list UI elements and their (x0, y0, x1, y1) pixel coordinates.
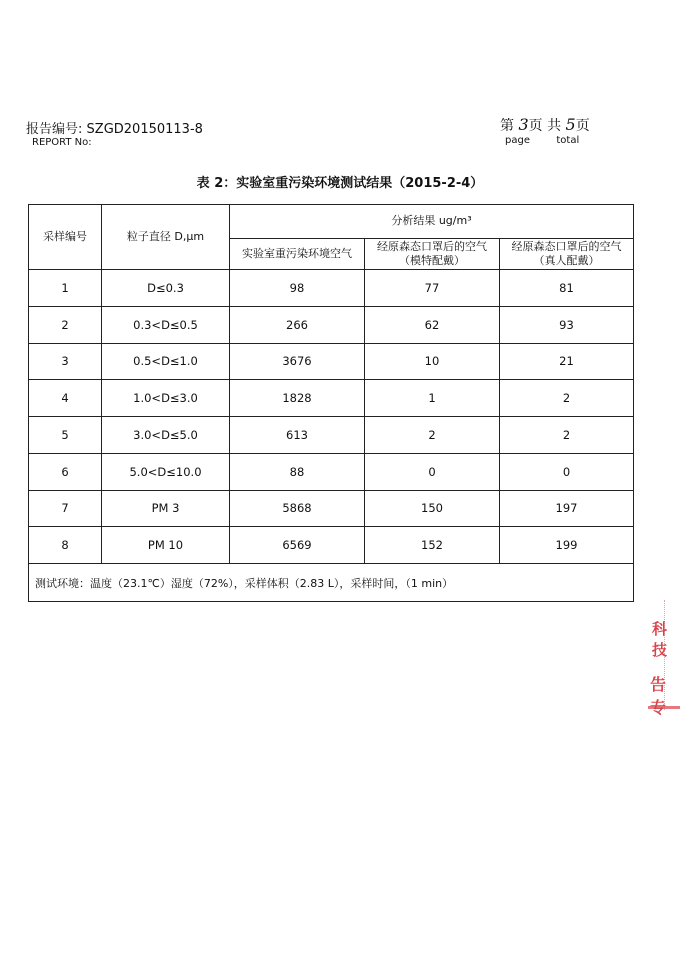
header-human-air: 经原森态口罩后的空气（真人配戴） (500, 238, 634, 270)
report-number-label: 报告编号: (26, 122, 83, 137)
cell-model-air: 152 (365, 527, 500, 564)
report-number-en-label: REPORT No: (32, 137, 92, 148)
header-lab-air: 实验室重污染环境空气 (230, 238, 365, 270)
cell-particle-diameter: 1.0<D≤3.0 (102, 380, 230, 417)
cell-model-air: 150 (365, 490, 500, 527)
cell-model-air: 10 (365, 343, 500, 380)
cell-sample-no: 5 (29, 417, 102, 454)
report-number (26, 118, 203, 137)
stamp-line (648, 706, 680, 709)
cell-model-air: 2 (365, 417, 500, 454)
cell-human-air: 2 (500, 380, 634, 417)
cell-human-air: 0 (500, 453, 634, 490)
cell-model-air: 1 (365, 380, 500, 417)
page-suffix: 页 (575, 118, 590, 134)
total-en-label: total (556, 135, 580, 146)
cell-particle-diameter: 3.0<D≤5.0 (102, 417, 230, 454)
table-row (29, 270, 634, 307)
cell-human-air: 21 (500, 343, 634, 380)
cell-human-air: 2 (500, 417, 634, 454)
table-row (29, 343, 634, 380)
page-mid: 页 共 (528, 118, 562, 134)
stamp-text-2: 告 (650, 675, 667, 694)
cell-lab-air: 6569 (230, 527, 365, 564)
table-row (29, 490, 634, 527)
cell-particle-diameter: PM 3 (102, 490, 230, 527)
cell-lab-air: 266 (230, 306, 365, 343)
page-indicator (500, 115, 590, 135)
report-number-value: SZGD20150113-8 (86, 122, 203, 137)
cell-lab-air: 98 (230, 270, 365, 307)
header-particle-diameter: 粒子直径 D,μm (102, 205, 230, 270)
header-analysis-result: 分析结果 ug/m³ (230, 205, 634, 239)
table-row (29, 453, 634, 490)
header-model-air: 经原森态口罩后的空气（模特配戴） (365, 238, 500, 270)
cell-sample-no: 6 (29, 453, 102, 490)
cell-human-air: 197 (500, 490, 634, 527)
cell-sample-no: 3 (29, 343, 102, 380)
cell-human-air: 199 (500, 527, 634, 564)
cell-sample-no: 7 (29, 490, 102, 527)
cell-particle-diameter: PM 10 (102, 527, 230, 564)
test-environment-note: 测试环境：温度（23.1℃）湿度（72%），采样体积（2.83 L），采样时间，（1 min） (29, 564, 634, 602)
page-number: 3 (518, 115, 529, 134)
total-pages: 5 (565, 115, 576, 134)
page-indicator-en (505, 135, 579, 146)
cell-model-air: 77 (365, 270, 500, 307)
cell-sample-no: 4 (29, 380, 102, 417)
cell-human-air: 93 (500, 306, 634, 343)
stamp-text-1: 科技 (652, 620, 668, 659)
cell-lab-air: 88 (230, 453, 365, 490)
cell-particle-diameter: D≤0.3 (102, 270, 230, 307)
cell-lab-air: 1828 (230, 380, 365, 417)
cell-lab-air: 3676 (230, 343, 365, 380)
cell-particle-diameter: 0.5<D≤1.0 (102, 343, 230, 380)
table-row (29, 306, 634, 343)
header-sample-no: 采样编号 (29, 205, 102, 270)
table-row (29, 527, 634, 564)
cell-lab-air: 5868 (230, 490, 365, 527)
cell-human-air: 81 (500, 270, 634, 307)
cell-sample-no: 2 (29, 306, 102, 343)
cell-particle-diameter: 5.0<D≤10.0 (102, 453, 230, 490)
cell-sample-no: 1 (29, 270, 102, 307)
table-row (29, 417, 634, 454)
table-title: 表 2：实验室重污染环境测试结果（2015-2-4） (196, 176, 484, 191)
results-table (28, 204, 634, 602)
cell-lab-air: 613 (230, 417, 365, 454)
page-prefix: 第 (500, 118, 514, 134)
page-en-label: page (505, 135, 530, 146)
cell-model-air: 62 (365, 306, 500, 343)
cell-particle-diameter: 0.3<D≤0.5 (102, 306, 230, 343)
cell-sample-no: 8 (29, 527, 102, 564)
table-row (29, 380, 634, 417)
cell-model-air: 0 (365, 453, 500, 490)
